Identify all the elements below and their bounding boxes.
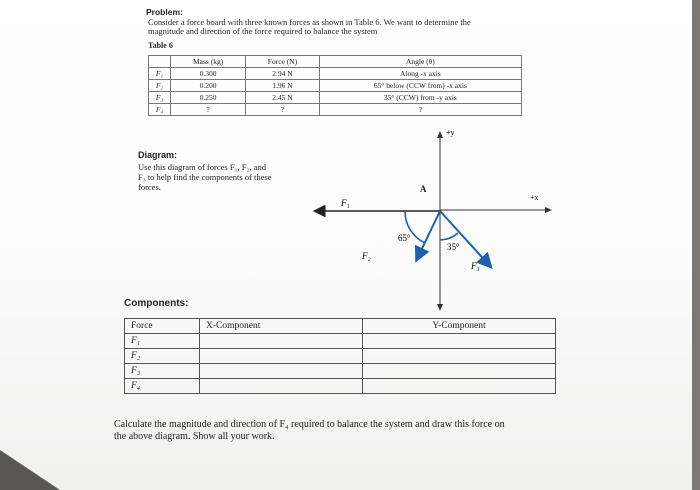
y-axis-up-arrow-icon bbox=[437, 131, 443, 138]
x-component-cell[interactable] bbox=[200, 349, 363, 364]
diagram-text-line2: F₃ to help find the components of these bbox=[138, 172, 272, 182]
row-label: F₁ bbox=[149, 68, 171, 80]
y-axis-down-arrow-icon bbox=[437, 304, 443, 311]
x-component-cell[interactable] bbox=[200, 334, 363, 349]
question-line1: Calculate the magnitude and direction of F₄ required to balance the system and draw this force on bbox=[114, 419, 505, 430]
force-cell: 1.96 N bbox=[246, 80, 320, 92]
x-axis-arrow-icon bbox=[545, 207, 552, 213]
header-cell: Angle (θ) bbox=[319, 56, 521, 68]
force-cell: 2.45 N bbox=[246, 92, 320, 104]
y-component-cell[interactable] bbox=[363, 334, 556, 349]
x-component-cell[interactable] bbox=[200, 379, 363, 394]
mass-cell: 0.300 bbox=[171, 68, 246, 80]
x-component-cell[interactable] bbox=[200, 364, 363, 379]
header-y-component: Y-Component bbox=[363, 319, 556, 334]
y-component-cell[interactable] bbox=[363, 349, 556, 364]
header-cell: Mass (kg) bbox=[171, 56, 246, 68]
problem-intro-line1: Consider a force board with three known forces as shown in Table 6. We want to determine the bbox=[148, 17, 471, 27]
angle-cell: ? bbox=[319, 104, 521, 116]
label-plus-y: +y bbox=[446, 128, 455, 137]
components-table bbox=[124, 318, 556, 394]
header-x-component: X-Component bbox=[200, 319, 363, 334]
header-cell: Force (N) bbox=[246, 56, 320, 68]
force-label: F₄ bbox=[125, 379, 200, 394]
angle-cell: 35° (CCW) from -y axis bbox=[319, 92, 521, 104]
components-header-row bbox=[125, 319, 556, 334]
row-label: F₂ bbox=[149, 80, 171, 92]
y-component-cell[interactable] bbox=[363, 364, 556, 379]
diagram-heading: Diagram: bbox=[138, 150, 178, 160]
label-f2: F₂ bbox=[362, 251, 371, 261]
force-cell: 2.94 N bbox=[246, 68, 320, 80]
angle-cell: Along -x axis bbox=[319, 68, 521, 80]
force-label: F₃ bbox=[125, 364, 200, 379]
label-angle-65: 65° bbox=[398, 233, 411, 243]
mass-cell: 0.200 bbox=[171, 80, 246, 92]
angle-cell: 65° below (CCW from) -x axis bbox=[319, 80, 521, 92]
table-row bbox=[125, 349, 556, 364]
force-label: F₂ bbox=[125, 349, 200, 364]
diagram-text-line3: forces. bbox=[138, 182, 161, 192]
problem-heading: Problem: bbox=[146, 7, 183, 17]
label-angle-35: 35° bbox=[447, 242, 460, 252]
label-f3: F₃ bbox=[471, 261, 480, 271]
row-label: F₃ bbox=[149, 92, 171, 104]
mass-cell: ? bbox=[171, 104, 246, 116]
diagram-text-line1: Use this diagram of forces F₁, F₂, and bbox=[138, 162, 266, 172]
components-heading: Components: bbox=[124, 298, 189, 309]
table-row bbox=[125, 364, 556, 379]
axis-mark: A bbox=[420, 184, 427, 194]
force-label: F₁ bbox=[125, 334, 200, 349]
mass-cell: 0.250 bbox=[171, 92, 246, 104]
table-title: Table 6 bbox=[148, 41, 173, 50]
header-force: Force bbox=[125, 319, 200, 334]
row-label: F₄ bbox=[149, 104, 171, 116]
question-line2: the above diagram. Show all your work. bbox=[114, 431, 275, 442]
f2-vector bbox=[417, 211, 440, 259]
y-component-cell[interactable] bbox=[363, 379, 556, 394]
label-f1: F₁ bbox=[341, 198, 350, 208]
table-row bbox=[125, 334, 556, 349]
problem-intro-line2: magnitude and direction of the force required to balance the system bbox=[148, 26, 378, 36]
force-cell: ? bbox=[246, 104, 320, 116]
label-plus-x: +x bbox=[530, 193, 539, 202]
table-row bbox=[125, 379, 556, 394]
angle-arc-35 bbox=[440, 233, 458, 240]
